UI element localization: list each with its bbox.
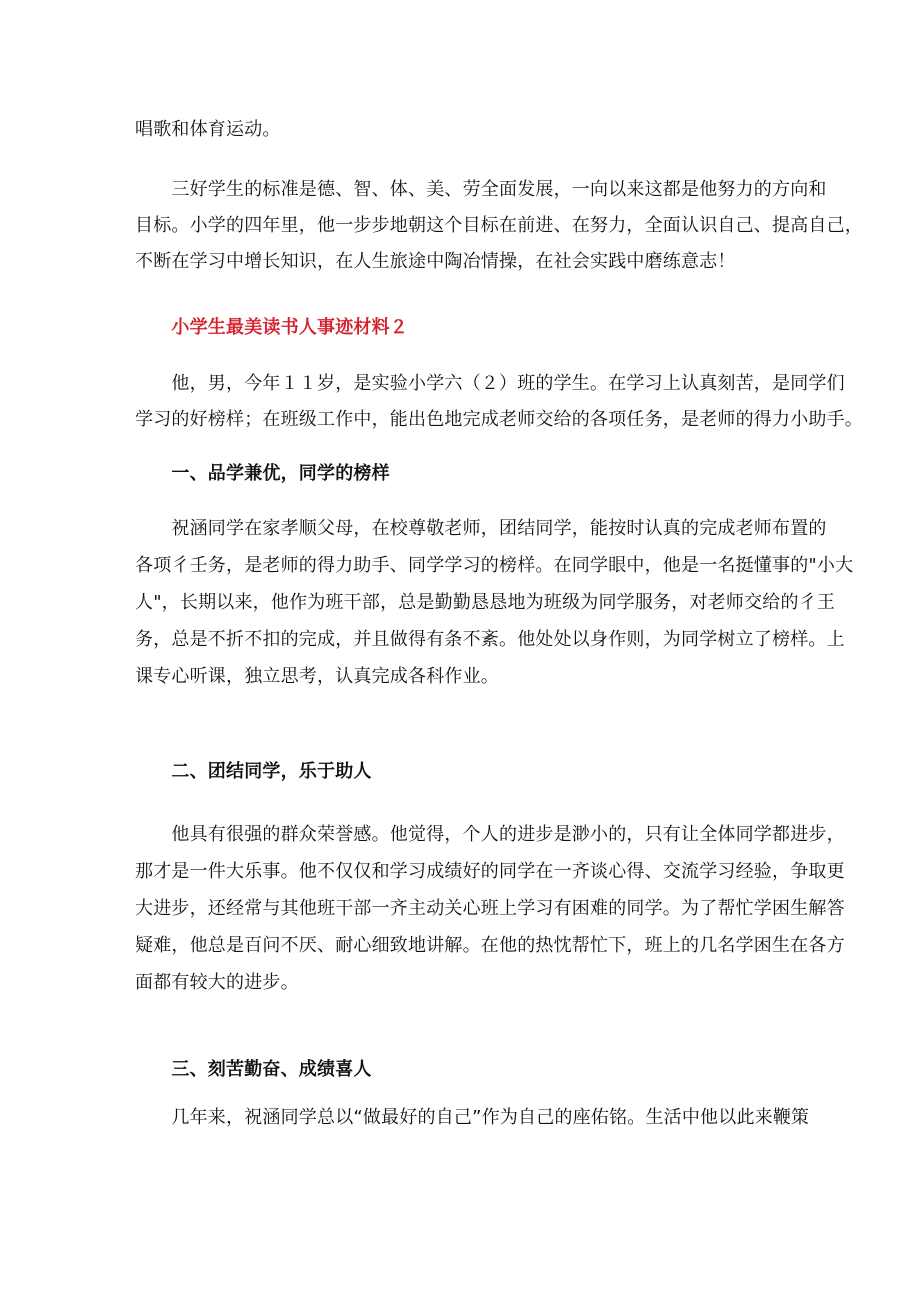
- paragraph-three-good-student: [135, 172, 863, 280]
- text-line: 祝涵同学在家孝顺父母，在校尊敬老师，团结同学，能按时认真的完成老师布置的: [135, 518, 827, 539]
- section-title-text: 小学生最美读书人事迹材料２: [135, 317, 408, 338]
- heading-text: 三、刻苦勤奋、成绩喜人: [135, 1059, 372, 1080]
- paragraph-two: [135, 816, 845, 1001]
- section-title: [135, 316, 795, 340]
- heading-text: 一、品学兼优，同学的榜样: [135, 463, 390, 484]
- text-line: 他具有很强的群众荣誉感。他觉得，个人的进步是渺小的，只有让全体同学都进步，: [135, 824, 845, 845]
- text-line: 几年来，祝涵同学总以“做最好的自己”作为自己的座佑铭。生活中他以此来鞭策: [135, 1107, 810, 1128]
- paragraph-continuation: [135, 118, 795, 142]
- paragraph-intro: [135, 366, 863, 438]
- paragraph-three: [135, 1106, 810, 1130]
- text-line: 不断在学习中增长知识，在人生旅途中陶冶情操，在社会实践中磨练意志！: [135, 251, 736, 272]
- text-line: 疑难，他总是百问不厌、耐心细致地讲解。在他的热忱帮忙下，班上的几名学困生在各方: [135, 935, 845, 956]
- text-line: 那才是一件大乐事。他不仅仅和学习成绩好的同学在一齐谈心得、交流学习经验，争取更: [135, 861, 845, 882]
- text-line: 人"，长期以来，他作为班干部，总是勤勤恳恳地为班级为同学服务，对老师交给的彳王: [135, 592, 836, 613]
- heading-three: [135, 1058, 795, 1082]
- heading-text: 二、团结同学，乐于助人: [135, 761, 372, 782]
- text-line: 唱歌和体育运动。: [135, 119, 281, 140]
- text-line: 课专心听课，独立思考，认真完成各科作业。: [135, 666, 499, 687]
- text-line: 面都有较大的进步。: [135, 972, 299, 993]
- text-line: 目标。小学的四年里，他一步步地朝这个目标在前进、在努力，全面认识自己、提高自己，: [135, 215, 863, 236]
- heading-two: [135, 760, 795, 784]
- text-line: 务，总是不折不扣的完成，并且做得有条不紊。他处处以身作则，为同学树立了榜样。上: [135, 629, 845, 650]
- text-line: 他，男，今年１１岁，是实验小学六（２）班的学生。在学习上认真刻苦，是同学们: [135, 373, 845, 394]
- heading-one: [135, 462, 795, 486]
- text-line: 学习的好榜样；在班级工作中，能出色地完成老师交给的各项任务，是老师的得力小助手。: [135, 409, 863, 430]
- text-line: 大进步，还经常与其他班干部一齐主动关心班上学习有困难的同学。为了帮忙学困生解答: [135, 898, 845, 919]
- text-line: 三好学生的标准是德、智、体、美、劳全面发展，一向以来这都是他努力的方向和: [135, 179, 827, 200]
- text-line: 各项彳壬务，是老师的得力助手、同学学习的榜样。在同学眼中，他是一名挺懂事的"小大: [135, 555, 854, 576]
- paragraph-one: [135, 510, 854, 695]
